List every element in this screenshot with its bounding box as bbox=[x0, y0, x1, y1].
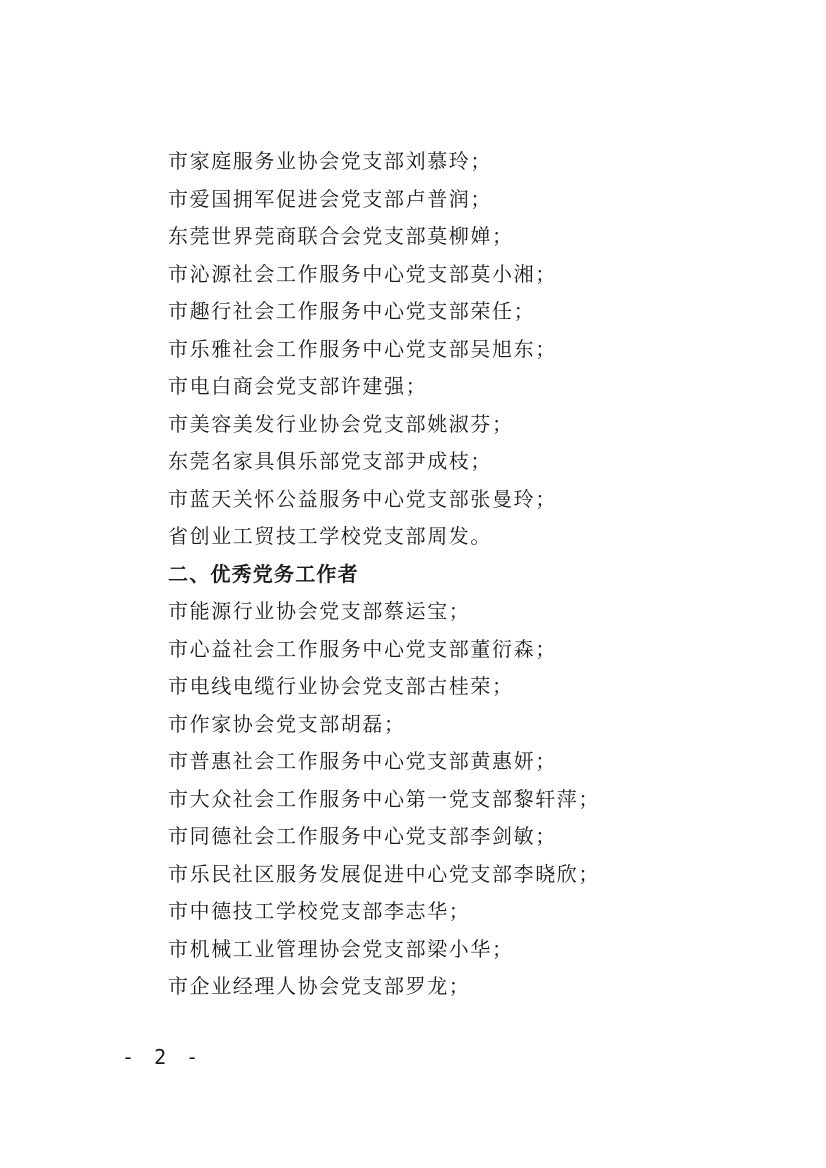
list-item: 市蓝天关怀公益服务中心党支部张曼玲； bbox=[168, 486, 557, 511]
list-item: 市电线电缆行业协会党支部古桂荣； bbox=[168, 674, 514, 698]
list-item: 市机械工业管理协会党支部梁小华； bbox=[168, 936, 514, 961]
list-item: 市作家协会党支部胡磊； bbox=[168, 711, 406, 736]
section-heading: 二、优秀党务工作者 bbox=[168, 561, 359, 586]
list-item: 市乐雅社会工作服务中心党支部吴旭东； bbox=[168, 336, 557, 361]
list-item: 市趣行社会工作服务中心党支部荣任； bbox=[168, 299, 536, 323]
list-item: 市中德技工学校党支部李志华； bbox=[168, 899, 471, 923]
list-item: 市家庭服务业协会党支部刘慕玲； bbox=[168, 149, 492, 173]
list-item: 市美容美发行业协会党支部姚淑芬； bbox=[168, 411, 514, 436]
list-item: 东莞世界莞商联合会党支部莫柳婵； bbox=[168, 224, 514, 248]
list-item: 市大众社会工作服务中心第一党支部黎轩萍； bbox=[168, 786, 600, 811]
list-item: 市普惠社会工作服务中心党支部黄惠妍； bbox=[168, 749, 557, 773]
list-item: 市沁源社会工作服务中心党支部莫小湘； bbox=[168, 261, 557, 286]
list-item: 市能源行业协会党支部蔡运宝； bbox=[168, 599, 471, 623]
list-item: 市乐民社区服务发展促进中心党支部李晓欣； bbox=[168, 861, 600, 886]
list-item: 省创业工贸技工学校党支部周发。 bbox=[168, 524, 492, 548]
list-item: 市电白商会党支部许建强； bbox=[168, 374, 428, 398]
list-item: 市爱国拥军促进会党支部卢普润； bbox=[168, 186, 492, 211]
list-item: 市同德社会工作服务中心党支部李剑敏； bbox=[168, 824, 557, 848]
list-item: 市心益社会工作服务中心党支部董衍森； bbox=[168, 636, 557, 661]
document-body bbox=[168, 143, 788, 1006]
list-item: 东莞名家具俱乐部党支部尹成枝； bbox=[168, 449, 492, 473]
list-item: 市企业经理人协会党支部罗龙； bbox=[168, 974, 471, 998]
page-number: - 2 - bbox=[122, 1045, 203, 1069]
